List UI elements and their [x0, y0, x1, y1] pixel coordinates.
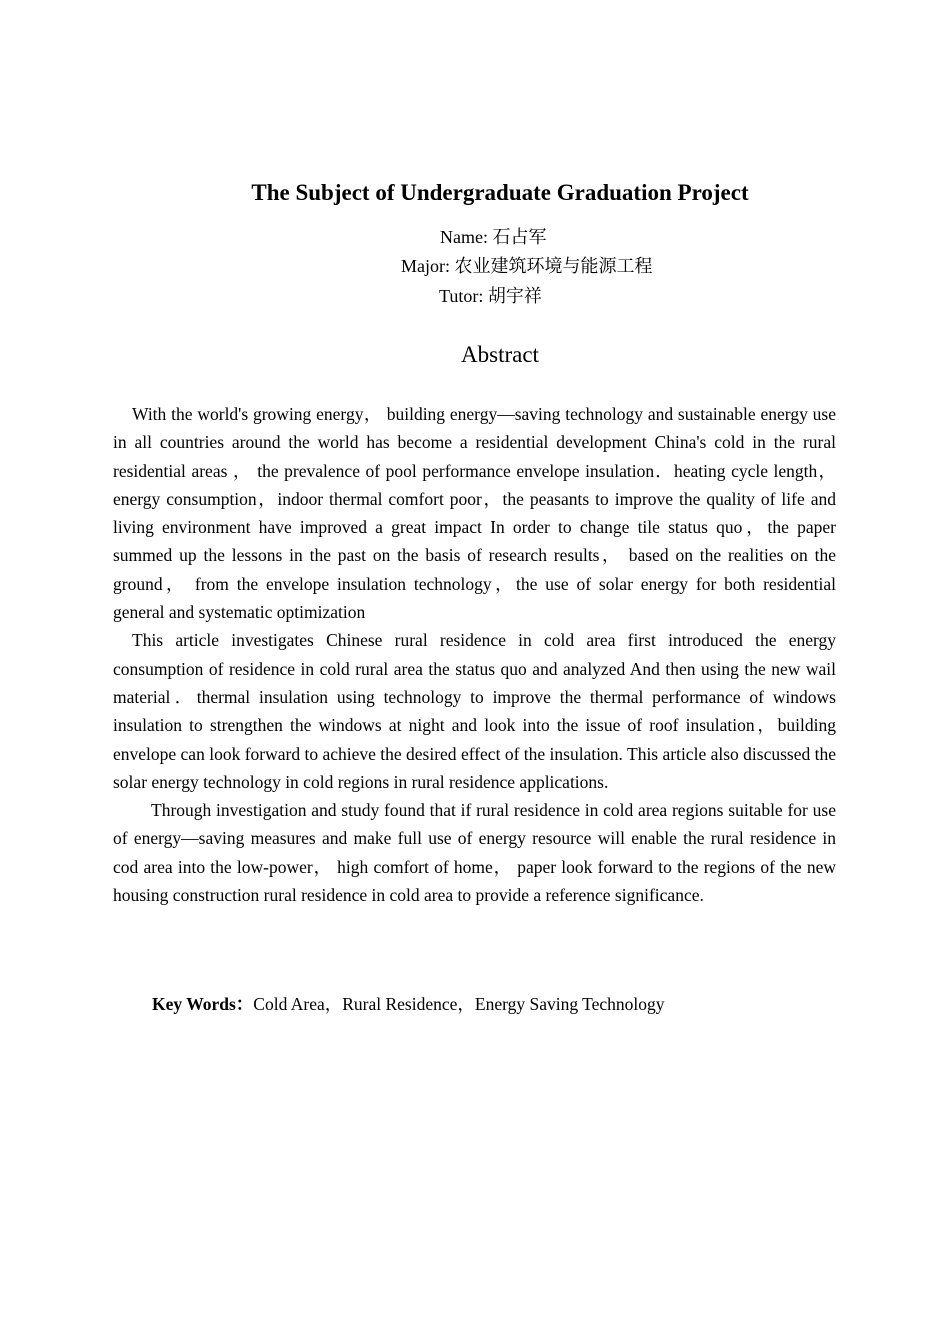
author-tutor: Tutor: 胡宇祥: [439, 286, 542, 306]
author-major: Major: 农业建筑环境与能源工程: [401, 256, 653, 276]
keywords-line: [152, 990, 665, 1018]
abstract-body: [113, 400, 836, 909]
keywords-value: Cold Area，Rural Residence，Energy Saving Technology: [253, 994, 665, 1014]
keywords-label: Key Words：: [152, 994, 254, 1014]
author-name: Name: 石占军: [440, 227, 547, 247]
abstract-paragraph-2: This article investigates Chinese rural residence in cold area first introduced the energy consumption of residence in cold rural area the status quo and analyzed And then using the new wail material．thermal insulation using technology to improve the thermal performance of windows insulation to strengthen the windows at night and look into the issue of roof insulation，building envelope can look forward to achieve the desired effect of the insulation. This article also discussed the solar energy technology in cold regions in rural residence applications.: [113, 630, 836, 792]
abstract-heading: Abstract: [461, 342, 539, 367]
abstract-paragraph-1: With the world's growing energy， building energy—saving technology and sustainable energy use in all countries around the world has become a residential development China's cold in the rural residential areas ， the prevalence of pool performance envelope insulation．heating cycle length，energy consumption，indoor thermal comfort poor，the peasants to improve the quality of life and living environment have improved a great impact In order to change tile status quo，the paper summed up the lessons in the past on the basis of research results， based on the realities on the ground， from the envelope insulation technology，the use of solar energy for both residential general and systematic optimization: [113, 404, 836, 623]
abstract-paragraph-3: Through investigation and study found that if rural residence in cold area regions suitable for use of energy—saving measures and make full use of energy resource will enable the rural residence in cod area into the low-power， high comfort of home， paper look forward to the regions of the new housing construction rural residence in cold area to provide a reference significance.: [113, 800, 836, 906]
document-title: The Subject of Undergraduate Graduation Project: [251, 180, 749, 205]
